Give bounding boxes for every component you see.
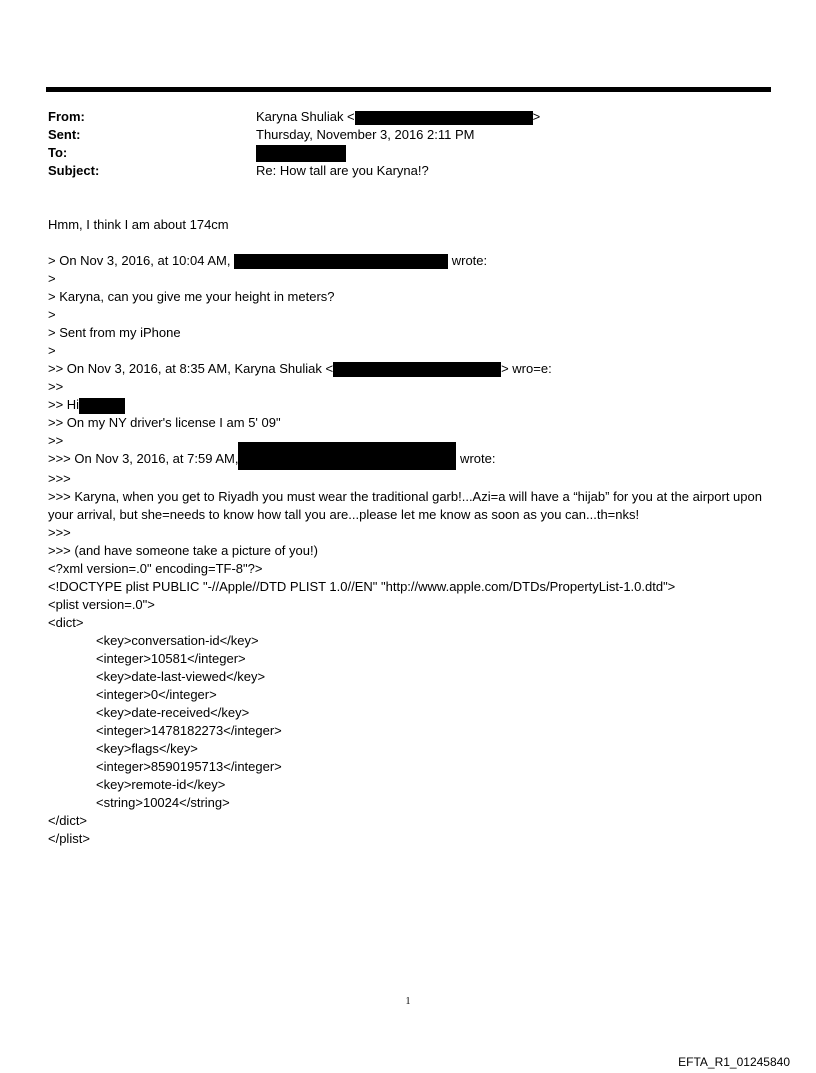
from-value [256,108,540,126]
plist-line: <key>conversation-id</key> [96,633,259,648]
page-number: 1 [405,996,411,1007]
plist-line: <key>date-last-viewed</key> [96,669,266,684]
quote-line: >>> (and have someone take a picture of you!) [48,543,318,558]
quote-text: > On Nov 3, 2016, at 10:04 AM, [48,253,231,268]
sent-value: Thursday, November 3, 2016 2:11 PM [256,127,475,142]
subject-label: Subject: [48,163,100,178]
header-rule [46,87,771,92]
to-label: To: [48,145,68,160]
quote-text: >> Hi [48,397,80,412]
redaction-block [79,398,125,414]
email-body [48,216,773,848]
plist-line: </dict> [48,813,88,828]
quote-line: > [48,343,56,358]
plist-line: <key>date-received</key> [96,705,250,720]
quote-line [48,396,773,414]
quote-line: >>> Karyna, when you get to Riyadh you must wear the traditional garb!...Azi=a will have a “hijab” for you at the airport upon your arrival, but she=needs to know how tall you are...please let me know as soon as you can...th=nks! [48,489,762,522]
to-value [256,144,346,162]
plist-line: </plist> [48,831,90,846]
redaction-block [333,362,501,377]
to-row [48,144,773,162]
quote-line: >>> [48,525,71,540]
plist-line: <integer>1478182273</integer> [96,723,282,738]
plist-line: <?xml version=.0" encoding=TF-8"?> [48,561,263,576]
quote-line: > [48,307,56,322]
quote-line: > [48,271,56,286]
redaction-block [238,442,456,470]
quote-text: >> On Nov 3, 2016, at 8:35 AM, Karyna Shuliak < [48,361,334,376]
redaction-block [234,254,448,269]
quote-line [48,360,773,378]
quote-line: >> [48,433,64,448]
plist-line: <dict> [48,615,84,630]
quote-line: >> On my NY driver's license I am 5' 09" [48,415,281,430]
quote-line: > Sent from my iPhone [48,325,181,340]
from-label: From: [48,109,85,124]
body-line: Hmm, I think I am about 174cm [48,217,229,232]
quote-line: >> [48,379,64,394]
sent-label: Sent: [48,127,81,142]
redaction-block [256,145,346,162]
plist-line: <string>10024</string> [96,795,230,810]
quote-text: wrote: [456,451,496,466]
quote-text: wrote: [448,253,488,268]
plist-line: <!DOCTYPE plist PUBLIC "-//Apple//DTD PLIST 1.0//EN" "http://www.apple.com/DTDs/PropertyList-1.0.dtd"> [48,579,676,594]
plist-line: <integer>8590195713</integer> [96,759,282,774]
quote-line [48,252,773,270]
quote-text: >>> On Nov 3, 2016, at 7:59 AM, [48,451,239,466]
quote-line: > Karyna, can you give me your height in meters? [48,289,335,304]
blank-line [48,234,773,252]
document-id: EFTA_R1_01245840 [678,1055,790,1069]
from-close: > [532,109,541,124]
plist-line: <key>remote-id</key> [96,777,226,792]
plist-line: <integer>0</integer> [96,687,217,702]
plist-line: <plist version=.0"> [48,597,155,612]
from-row [48,108,773,126]
subject-row [48,162,773,180]
redaction-block [355,111,533,125]
subject-value: Re: How tall are you Karyna!? [256,163,429,178]
plist-line: <integer>10581</integer> [96,651,246,666]
from-name: Karyna Shuliak < [256,109,355,124]
sent-row [48,126,773,144]
quote-text: > wro=e: [501,361,552,376]
quote-line [48,450,773,470]
plist-line: <key>flags</key> [96,741,198,756]
quote-line: >>> [48,471,71,486]
